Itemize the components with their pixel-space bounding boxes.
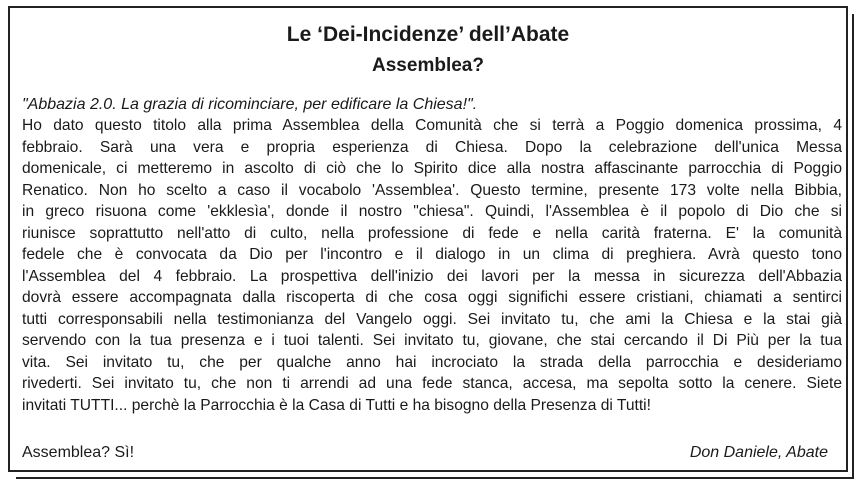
body-line: riunisce soprattutto nell'atto di culto, nella professione di fede e nella carità fraterna. E' la comunità: [22, 224, 842, 242]
body-line: servendo con la tua presenza e i tuoi talenti. Sei invitato tu, giovane, che stai cercando il Di Più per la tua: [22, 332, 842, 349]
body-line: invitati TUTTI... perchè la Parrocchia è la Casa di Tutti e ha bisogno della Presenza di Tutti!: [22, 396, 651, 414]
body-line: dovrà essere accompagnata dalla riscoperta di che cosa oggi significhi essere cristiani, chiamati a sentirci: [22, 289, 842, 306]
article-body: [22, 115, 842, 416]
signature: Don Daniele, Abate: [689, 444, 828, 461]
body-line: rivederti. Sei invitato tu, che non ti arrendi ad una fede stanca, accesa, ma sepolta sotto la cenere. Siete: [22, 375, 842, 392]
body-line: vita. Sei invitato tu, che per qualche anno hai incrociato la strada della parrocchia e desideriamo: [22, 353, 842, 371]
body-line: domenicale, ci metteremo in ascolto di ciò che lo Spirito dice alla nostra affascinante parrocchia di Poggio: [22, 160, 842, 177]
body-line: fedele che è convocata da Dio per l'incontro e il dialogo in un clima di preghiera. Avrà questo tono: [22, 246, 842, 263]
body-line: febbraio. Sarà una vera e propria esperienza di Chiesa. Dopo la celebrazione dell'unica Messa: [22, 138, 842, 156]
article-subtitle: Assemblea?: [372, 55, 484, 76]
body-line: l'Assemblea del 4 febbraio. La prospettiva dell'inizio dei lavori per la messa in sicurezza dell'Abbazia: [22, 267, 842, 285]
body-line: in greco risuona come 'ekklesìa', donde il nostro "chiesa". Quindi, l'Assemblea è il popolo di Dio che si: [22, 203, 842, 220]
closing-row: [22, 442, 828, 463]
body-line: tutti corresponsabili nella testimonianza del Vangelo oggi. Sei invitato tu, che ami la Chiesa e la stai già: [22, 310, 842, 328]
article-box: [8, 6, 848, 472]
article-quote: "Abbazia 2.0. La grazia di ricominciare, per edificare la Chiesa!".: [22, 96, 478, 113]
article-title: Le ‘Dei-Incidenze’ dell’Abate: [286, 23, 570, 46]
body-line: Ho dato questo titolo alla prima Assemblea della Comunità che si terrà a Poggio domenica prossima, 4: [22, 117, 842, 134]
body-line: Renatico. Non ho scelto a caso il vocabolo 'Assemblea'. Questo termine, presente 173 volte nella Bibbia,: [22, 181, 842, 199]
closing-text: Assemblea? Sì!: [22, 444, 135, 461]
